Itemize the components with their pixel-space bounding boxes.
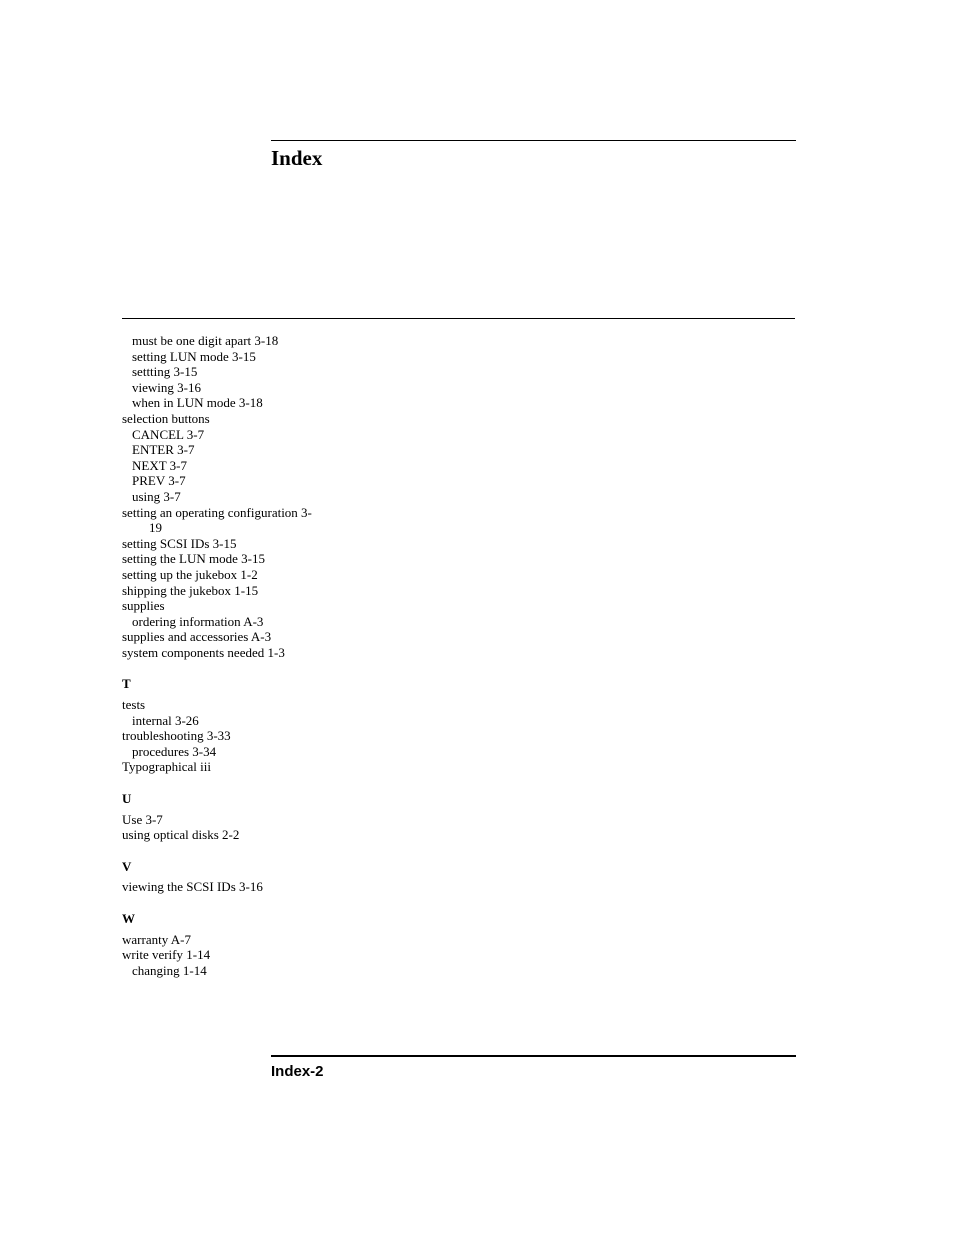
page-number: Index-2 xyxy=(271,1063,324,1080)
index-entry: setting SCSI IDs 3-15 xyxy=(122,535,237,551)
index-entry: shipping the jukebox 1-15 xyxy=(122,582,259,598)
header-rule xyxy=(271,140,796,141)
index-letter-heading: U xyxy=(122,791,132,807)
index-entry: tests xyxy=(122,697,146,713)
index-letter-heading: T xyxy=(122,676,131,692)
index-entry: selection buttons xyxy=(122,410,210,426)
index-letter-heading: W xyxy=(122,911,135,926)
index-entry: warranty A-7 xyxy=(122,931,191,947)
index-entry: ENTER 3-7 xyxy=(132,442,195,458)
index-entry: NEXT 3-7 xyxy=(132,457,188,473)
index-entry: internal 3-26 xyxy=(132,712,199,728)
index-entry: settting 3-15 xyxy=(132,364,198,380)
index-entry: using optical disks 2-2 xyxy=(122,827,240,843)
index-entry: troubleshooting 3-33 xyxy=(122,728,231,744)
index-entry: Use 3-7 xyxy=(122,811,163,827)
index-entry-continuation: 19 xyxy=(149,520,162,536)
index-entry: using 3-7 xyxy=(132,488,181,504)
index-letter-heading: V xyxy=(122,858,132,874)
index-entry: Typographical iii xyxy=(122,759,211,775)
page-title: Index xyxy=(271,146,323,170)
index-entry: viewing 3-16 xyxy=(132,379,201,395)
index-entry: when in LUN mode 3-18 xyxy=(132,395,263,411)
index-entry: setting LUN mode 3-15 xyxy=(132,348,256,364)
index-entry: PREV 3-7 xyxy=(132,473,186,489)
index-entry: ordering information A-3 xyxy=(132,613,264,629)
index-entry: setting the LUN mode 3-15 xyxy=(122,551,265,567)
index-entry: viewing the SCSI IDs 3-16 xyxy=(122,879,263,895)
index-entry: procedures 3-34 xyxy=(132,743,217,759)
index-entry: CANCEL 3-7 xyxy=(132,426,205,442)
index-column xyxy=(122,333,342,978)
index-entry: supplies and accessories A-3 xyxy=(122,629,272,645)
footer-rule xyxy=(271,1055,796,1057)
index-entry: write verify 1-14 xyxy=(122,947,211,963)
index-entry: changing 1-14 xyxy=(132,962,207,978)
index-entry: setting up the jukebox 1-2 xyxy=(122,566,258,582)
section-rule xyxy=(122,318,795,319)
index-entry: system components needed 1-3 xyxy=(122,644,285,660)
index-entry: must be one digit apart 3-18 xyxy=(132,333,279,348)
index-entry: setting an operating configuration 3- xyxy=(122,504,312,520)
index-entry: supplies xyxy=(122,598,165,614)
